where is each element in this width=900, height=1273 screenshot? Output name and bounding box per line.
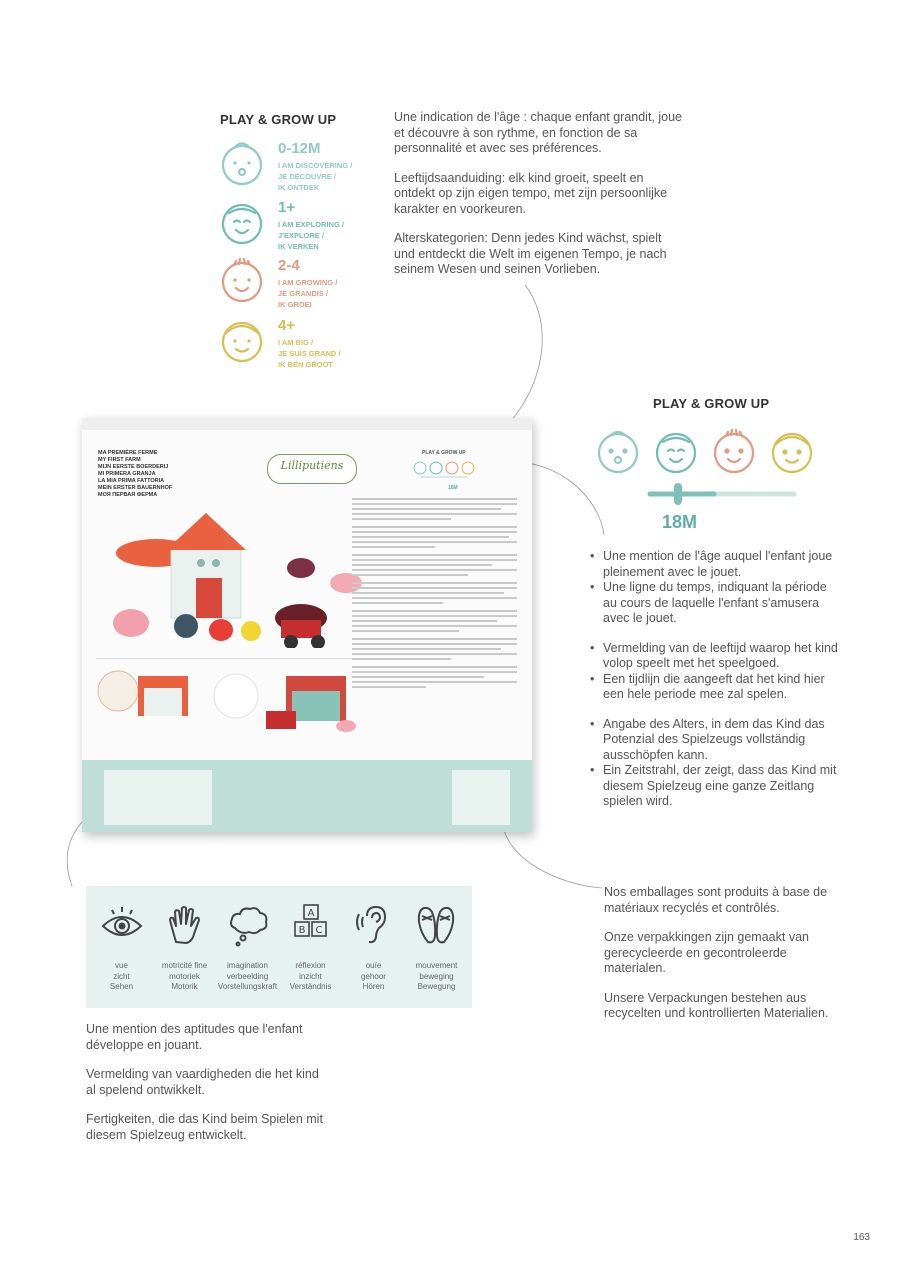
packaging-text: [604, 885, 829, 1036]
recycling-panel: [452, 770, 510, 825]
skills-fr: Une mention des aptitudes que l'enfant développe en jouant.: [86, 1022, 303, 1052]
skill-label: vue zicht Sehen: [109, 961, 134, 991]
bullet-item: • Une mention de l'âge auquel l'enfant joue pleinement avec le jouet.: [590, 549, 840, 580]
skill-item: [154, 886, 216, 1008]
abc-blocks-icon: [288, 908, 334, 952]
age-bullets-de: [590, 717, 840, 810]
big-age-label: 18M: [662, 512, 698, 532]
product-names: [98, 450, 172, 499]
stage-age: 0-12M: [278, 140, 321, 157]
box-multilingual-text: [352, 498, 517, 691]
skill-item: [406, 886, 468, 1008]
stage-description: I AM BIG / JE SUIS GRAND / IK BEN GROOT: [278, 338, 341, 369]
mini-play-grow-heading: PLAY & GROW UP: [422, 450, 466, 456]
skill-label: mouvement beweging Bewegung: [415, 961, 458, 991]
thought-cloud-icon: [225, 935, 271, 952]
skill-item: [91, 886, 153, 1008]
product-box-back: [82, 418, 532, 832]
play-grow-heading-left: PLAY & GROW UP: [220, 112, 337, 127]
svg-text:A: A: [307, 908, 314, 919]
skills-nl: Vermelding van vaardigheden die het kind al spelend ontwikkelt.: [86, 1067, 319, 1097]
age-bullets-fr: [590, 549, 840, 627]
skill-item: [280, 886, 342, 1008]
box-bottom-band: [82, 760, 532, 832]
packaging-fr: Nos emballages sont produits à base de matériaux recyclés et contrôlés.: [604, 885, 828, 915]
packaging-de: Unsere Verpackungen bestehen aus recycelten und kontrollierten Materialien.: [604, 990, 829, 1020]
skill-label: imagination verbeelding Vorstellungskraft: [217, 961, 278, 991]
box-photos: [96, 666, 366, 741]
age-bullets-nl: [590, 641, 840, 703]
stage-age: 1+: [278, 199, 296, 216]
svg-text:B: B: [298, 925, 305, 936]
page-number: 163: [853, 1232, 870, 1243]
brand-logo: Lilliputiens: [267, 454, 357, 484]
skills-text: [86, 1022, 326, 1157]
skill-label: ouïe gehoor Hören: [361, 961, 386, 991]
skill-label: réflexion inzicht Verständnis: [289, 961, 332, 991]
bullet-item: • Ein Zeitstrahl, der zeigt, dass das Kind mit diesem Spielzeug eine ganze Zeitlang spielen wird.: [590, 763, 840, 810]
bullet-item: • Vermelding van de leeftijd waarop het kind volop speelt met het speelgoed.: [590, 641, 840, 672]
skill-label: motricité fine motoriek Motorik: [161, 961, 208, 991]
skills-panel: [86, 886, 472, 1008]
play-grow-heading-right: PLAY & GROW UP: [653, 396, 770, 411]
product-name: MIJN EERSTE BOERDERIJ: [98, 464, 169, 470]
product-name: MEIN ERSTER BAUERNHOF: [98, 485, 173, 491]
product-name: MI PRIMERA GRANJA: [98, 471, 156, 477]
product-name: MY FIRST FARM: [98, 457, 141, 463]
bullet-item: • Angabe des Alters, in dem das Kind das Potenzial des Spielzeugs vollständig ausschöpfen kann.: [590, 717, 840, 764]
baby-shoes-icon: [414, 935, 460, 952]
hand-icon: [162, 935, 208, 952]
stage-age: 4+: [278, 317, 296, 334]
svg-text:C: C: [315, 925, 322, 936]
mini-skills-panel: [104, 770, 212, 825]
stage-description: I AM GROWING / JE GRANDIS / IK GROEI: [278, 278, 338, 309]
skill-item: [217, 886, 279, 1008]
eye-icon: [99, 935, 145, 952]
stage-description: I AM DISCOVERING / JE DÉCOUVRE / IK ONTDEK: [278, 161, 353, 192]
bullet-item: • Een tijdlijn die aangeeft dat het kind hier een hele periode mee zal spelen.: [590, 672, 840, 703]
large-face-timeline: [594, 428, 819, 508]
bullet-item: • Une ligne du temps, indiquant la période au cours de laquelle l'enfant s'amusera avec le jouet.: [590, 580, 840, 627]
mini-face-row: [412, 458, 482, 478]
mini-age: 18M: [448, 485, 458, 491]
intro-de: Alterskategorien: Denn jedes Kind wächst, spielt und entdeckt die Welt im eigenen Tempo, je nach seinem Wesen und seinen Vorlieben.: [394, 231, 667, 276]
box-top-edge: [82, 418, 532, 430]
farm-toy-image: [96, 508, 366, 648]
age-bullets: [590, 549, 840, 824]
intro-fr: Une indication de l'âge : chaque enfant grandit, joue et découvre à son rythme, en fonction de sa personnalité et avec ses préférences.: [394, 110, 683, 155]
product-name: LA MIA PRIMA FATTORIA: [98, 478, 165, 484]
product-name: МОЯ ПЕРВАЯ ФЕРМА: [98, 492, 158, 498]
skill-item: [343, 886, 405, 1008]
product-name: MA PREMIÈRE FERME: [98, 450, 158, 456]
stage-age: 2-4: [278, 257, 300, 274]
packaging-nl: Onze verpakkingen zijn gemaakt van gerecycleerde en gecontroleerde materialen.: [604, 930, 809, 975]
skills-de: Fertigkeiten, die das Kind beim Spielen mit diesem Spielzeug entwickelt.: [86, 1112, 323, 1142]
box-divider: [96, 658, 364, 659]
ear-icon: [351, 935, 397, 952]
intro-nl: Leeftijdsaanduiding: elk kind groeit, speelt en ontdekt op zijn eigen tempo, met zijn persoonlijke karakter en voorkeuren.: [394, 170, 668, 216]
stage-description: I AM EXPLORING / J'EXPLORE / IK VERKEN: [278, 220, 344, 251]
